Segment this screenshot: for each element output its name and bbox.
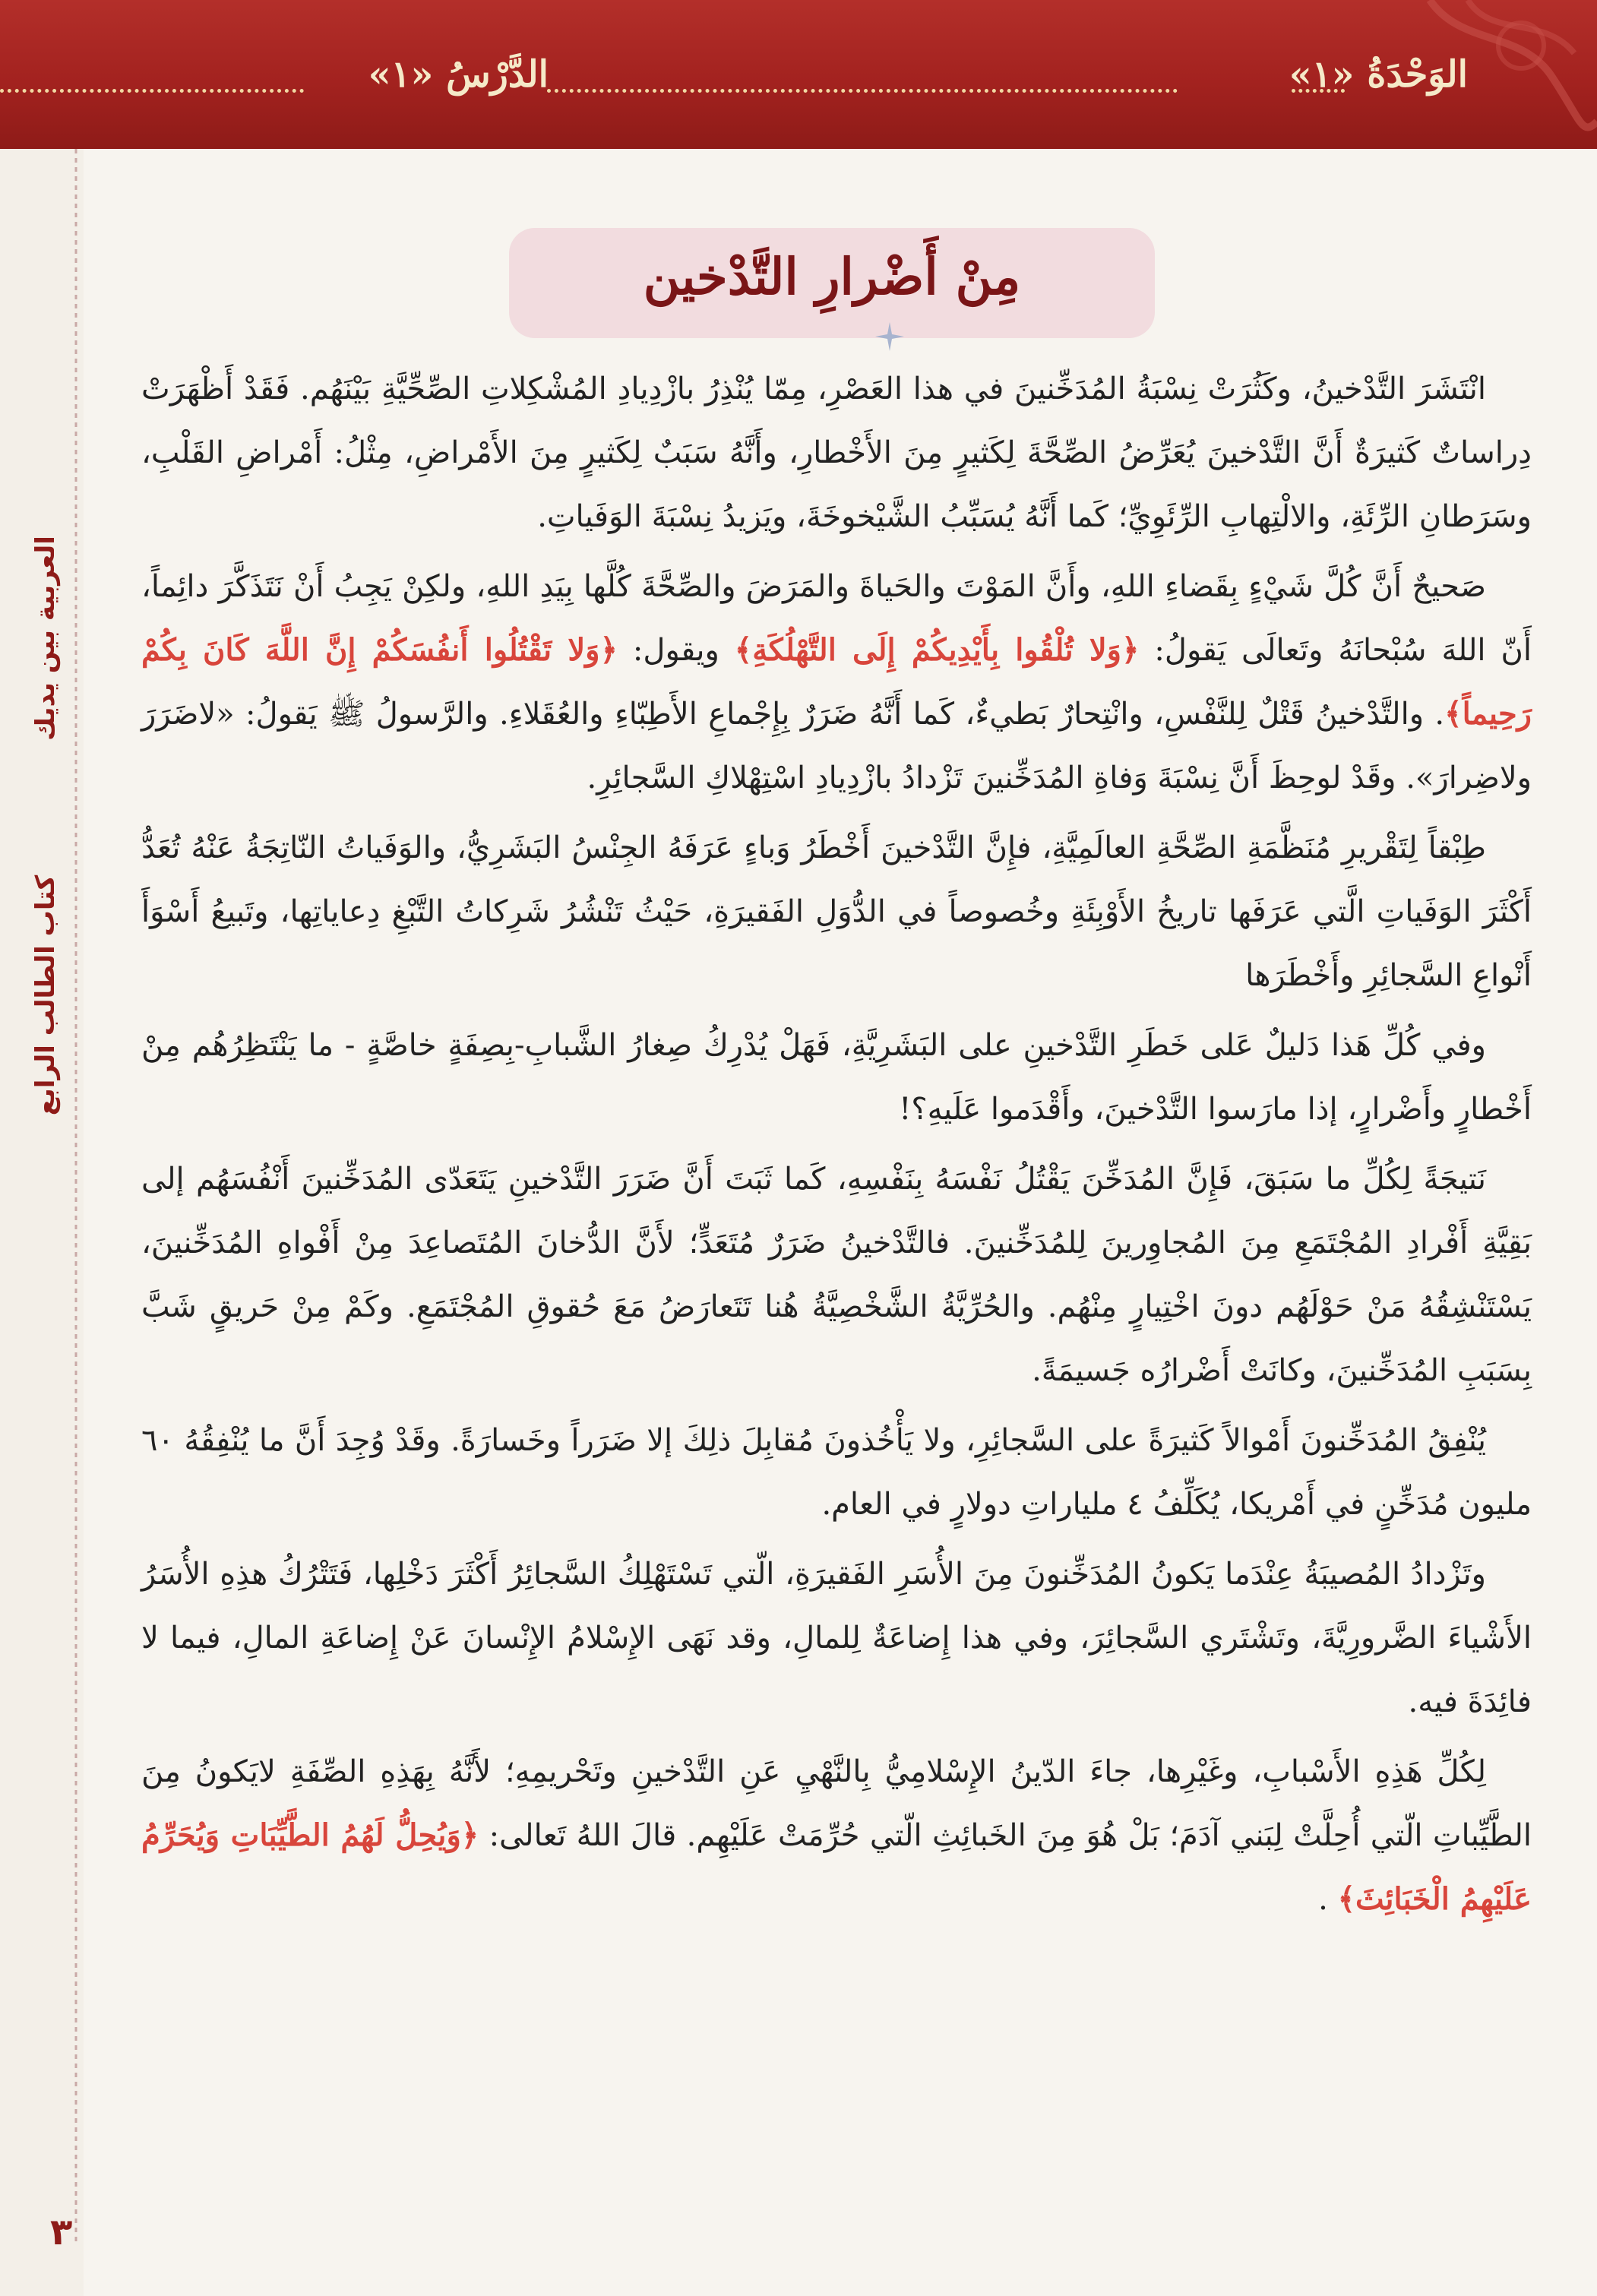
sidebar-band [0,149,84,2296]
unit-label: الوَحْدَةُ «١» [1289,53,1468,96]
paragraph: لِكُلِّ هَذِهِ الأَسْبابِ، وغَيْرِها، جاءَ الدّينُ الإِسْلامِيُّ بِالنَّهْيِ عَنِ التَّدْخينِ وتَحْريمِهِ؛ لأَنَّهُ بِهَذِهِ الصِّفَةِ لايَكونُ مِنَ الطَّيِّباتِ الّتي أُحِلَّتْ لِبَني آدَمَ؛ بَلْ هُوَ مِنَ الخَبائِثِ الّتي حُرِّمَتْ عَلَيْهِم. قالَ اللهُ تَعالى: ﴿وَيُحِلُّ لَهُمُ الطَّيِّبَاتِ وَيُحَرِّمُ عَلَيْهِمُ الْخَبَائِثَ﴾ . [141,1754,1532,1917]
paragraph: طِبْقاً لِتَقْريرِ مُنَظَّمَةِ الصِّحَّةِ العالَمِيَّةِ، فإِنَّ التَّدْخينَ أَخْطَرُ وَباءٍ عَرَفَهُ الجِنْسُ البَشَرِيُّ، والوَفَياتُ النّاتِجَةُ عَنْهُ تُعَدُّ أَكْثَرَ الوَفَياتِ الَّتي عَرَفَها تاريخُ الأَوْبِئَةِ وخُصوصاً في الدُّوَلِ الفَقيرَةِ، حَيْثُ تَنْشُرُ شَرِكاتُ التَّبْغِ دِعاياتِها، وتَبيعُ أَسْوَأَ أَنْواعِ السَّجائِرِ وأَخْطَرَها [141,830,1532,993]
lesson-title: مِنْ أَضْرارِ التَّدْخين [643,247,1021,306]
page-number: ٣ [50,2211,73,2253]
header-dotted-rule-middle [547,89,1178,93]
series-title: العربية بين يديك [30,536,61,741]
star-ornament-icon [874,321,906,353]
sidebar-ornament-divider [73,149,79,2246]
paragraph: يُنْفِقُ المُدَخِّنونَ أَمْوالاً كَثيرَةً على السَّجائِرِ، ولا يَأْخُذونَ مُقابِلَ ذلِكَ إلا ضَرَراً وخَسارَةً. وقَدْ وُجِدَ أَنَّ ما يُنْفِقُهُ ٦٠ مليون مُدَخِّنٍ في أَمْريكا، يُكَلِّفُ ٤ ملياراتِ دولارٍ في العام. [141,1423,1532,1522]
paragraph: انْتَشَرَ التَّدْخينُ، وكَثُرَتْ نِسْبَةُ المُدَخِّنينَ في هذا العَصْرِ، مِمّا يُنْذِرُ بازْدِيادِ المُشْكِلاتِ الصِّحِّيَّةِ بَيْنَهُم. فَقَدْ أَظْهَرَتْ دِراساتٌ كَثيرَةٌ أَنَّ التَّدْخينَ يُعَرِّضُ الصِّحَّةَ لِكَثيرٍ مِنَ الأَخْطارِ، وأَنَّهُ سَبَبٌ لِكَثيرٍ مِنَ الأَمْراضِ، مِثْلُ: أَمْراضِ القَلْبِ، وسَرَطانِ الرِّئَةِ، والالْتِهابِ الرِّئَوِيِّ؛ كَما أَنَّهُ يُسَبِّبُ الشَّيْخوخَةَ، ويَزيدُ نِسْبَةَ الوَفَياتِ. [141,372,1532,534]
page-header [0,0,1597,149]
paragraph: وتَزْدادُ المُصيبَةُ عِنْدَما يَكونُ المُدَخِّنونَ مِنَ الأُسَرِ الفَقيرَةِ، الّتي تَسْتَهْلِكُ السَّجائِرُ أَكْثَرَ دَخْلِها، فَتَتْرُكُ هذِهِ الأُسَرُ الأَشْياءَ الضَّرورِيَّةَ، وتَشْتَري السَّجائِرَ، وفي هذا إِضاعَةٌ لِلمالِ، وقد نَهَى الإِسْلامُ الإِنْسانَ عَنْ إِضاعَةِ المالِ، فيما لا فائِدَةَ فيه. [141,1557,1532,1719]
quran-quote: ﴿وَلا تَقْتُلُوا أَنفُسَكُمْ إِنَّ اللَّهَ كَانَ بِكُمْ رَحِيماً﴾ [141,632,1532,732]
paragraph: نَتيجَةً لِكُلِّ ما سَبَقَ، فَإِنَّ المُدَخِّنَ يَقْتُلُ نَفْسَهُ بِنَفْسِهِ، كَما ثَبَتَ أَنَّ ضَرَرَ التَّدْخينِ يَتَعَدّى المُدَخِّنينَ أَنْفُسَهُم إلى بَقِيَّةِ أَفْرادِ المُجْتَمَعِ مِنَ المُجاوِرينَ لِلمُدَخِّنينَ. فالتَّدْخينُ ضَرَرٌ مُتَعَدٍّ؛ لأَنَّ الدُّخانَ المُتَصاعِدَ مِنْ أَفْواهِ المُدَخِّنينَ، يَسْتَنْشِقُهُ مَنْ حَوْلَهُم دونَ اخْتِيارٍ مِنْهُم. والحُرِّيَّةُ الشَّخْصِيَّةُ هُنا تَتَعارَضُ مَعَ حُقوقِ المُجْتَمَعِ. وكَمْ مِنْ حَريقٍ شَبَّ بِسَبَبِ المُدَخِّنينَ، وكانَتْ أَضْرارُه جَسيمَةً. [141,1162,1532,1388]
lesson-label: الدَّرْسُ «١» [368,53,549,96]
header-dotted-rule-left [0,89,304,93]
quran-quote: ﴿وَلا تُلْقُوا بِأَيْدِيكُمْ إِلَى التَّهْلُكَةِ﴾ [734,632,1140,668]
paragraph: صَحيحٌ أَنَّ كُلَّ شَيْءٍ بِقَضاءِ اللهِ، وأَنَّ المَوْتَ والحَياةَ والمَرَضَ والصِّحَّةَ كُلَّها بِيَدِ اللهِ، ولكِنْ يَجِبُ أَنْ نَتَذَكَّرَ دائِماً، أَنّ اللهَ سُبْحانَهُ وتَعالَى يَقولُ: ﴿وَلا تُلْقُوا بِأَيْدِيكُمْ إِلَى التَّهْلُكَةِ﴾ ويقول: ﴿وَلا تَقْتُلُوا أَنفُسَكُمْ إِنَّ اللَّهَ كَانَ بِكُمْ رَحِيماً﴾. والتَّدْخينُ قَتْلٌ لِلنَّفْسِ، وانْتِحارٌ بَطيءٌ، كَما أَنَّهُ ضَرَرٌ بِإِجْماعِ الأَطِبّاءِ والعُقَلاءِ. والرَّسولُ ﷺ يَقولُ: «لاضَرَرَ ولاضِرارَ». وقَدْ لوحِظَ أَنَّ نِسْبَةَ وَفاةِ المُدَخِّنينَ تَزْدادُ بازْدِيادِ اسْتِهْلاكِ السَّجائِرِ. [141,569,1532,795]
paragraph: وفي كُلِّ هَذا دَليلٌ عَلى خَطَرِ التَّدْخينِ على البَشَرِيَّةِ، فَهَلْ يُدْرِكُ صِغارُ الشَّبابِ-بِصِفَةٍ خاصَّةٍ - ما يَنْتَظِرُهُم مِنْ أَخْطارٍ وأَضْرارٍ، إذا مارَسوا التَّدْخينَ، وأَقْدَموا عَلَيهِ؟! [141,1028,1532,1127]
lesson-body [141,357,1532,1937]
quran-quote: ﴿وَيُحِلُّ لَهُمُ الطَّيِّبَاتِ وَيُحَرِّمُ عَلَيْهِمُ الْخَبَائِثَ﴾ [141,1817,1532,1917]
book-title: كتاب الطالب الرابع [30,874,61,1116]
